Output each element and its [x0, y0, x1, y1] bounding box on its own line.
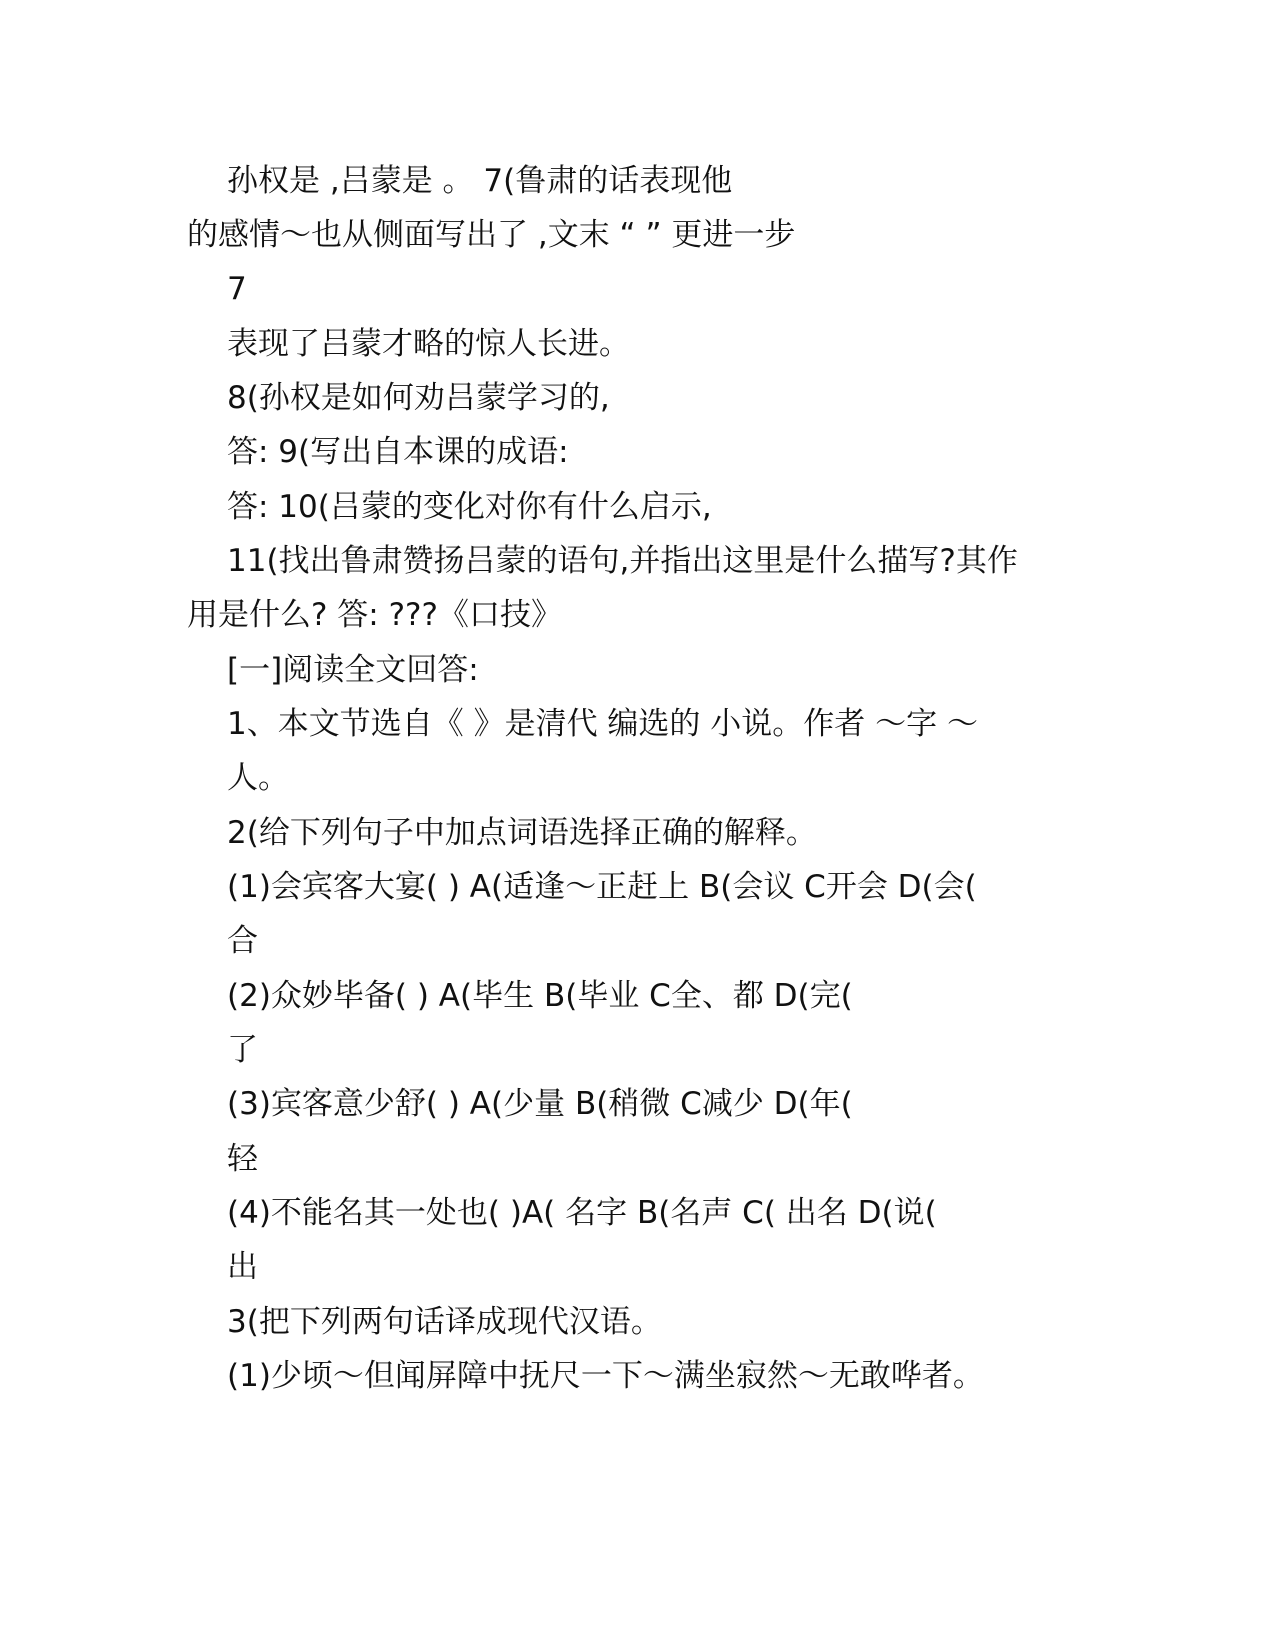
text-line: 人。 — [227, 760, 289, 796]
text-line: 答: 10(吕蒙的变化对你有什么启示, — [227, 489, 712, 525]
text-line: 合 — [227, 923, 258, 959]
text-line: [一]阅读全文回答: — [227, 652, 479, 688]
text-line: 用是什么? 答: ???《口技》 — [187, 597, 562, 633]
text-line: 孙权是 ,吕蒙是 。 7(鲁肃的话表现他 — [227, 163, 733, 199]
text-line: (4)不能名其一处也( )A( 名字 B(名声 C( 出名 D(说( — [227, 1195, 937, 1231]
text-line: 表现了吕蒙才略的惊人长进。 — [227, 326, 630, 362]
text-line: 出 — [227, 1249, 258, 1285]
text-line: 11(找出鲁肃赞扬吕蒙的语句,并指出这里是什么描写?其作 — [227, 543, 1018, 579]
text-line: 7 — [227, 271, 247, 307]
text-line: (3)宾客意少舒( ) A(少量 B(稍微 C减少 D(年( — [227, 1086, 853, 1122]
text-line: (1)少顷～但闻屏障中抚尺一下～满坐寂然～无敢哗者。 — [227, 1358, 984, 1394]
text-line: (2)众妙毕备( ) A(毕生 B(毕业 C全、都 D(完( — [227, 978, 853, 1014]
text-line: 3(把下列两句话译成现代汉语。 — [227, 1304, 662, 1340]
text-line: 轻 — [227, 1141, 258, 1177]
text-line: 2(给下列句子中加点词语选择正确的解释。 — [227, 815, 817, 851]
text-line: 的感情～也从侧面写出了 ,文末 “ ” 更进一步 — [187, 217, 796, 253]
text-line: 1、本文节选自《 》是清代 编选的 小说。作者 ～字 ～ — [227, 706, 978, 742]
text-line: 8(孙权是如何劝吕蒙学习的, — [227, 380, 610, 416]
text-line: (1)会宾客大宴( ) A(适逢～正赶上 B(会议 C开会 D(会( — [227, 869, 977, 905]
text-line: 了 — [227, 1032, 258, 1068]
text-line: 答: 9(写出自本课的成语: — [227, 434, 569, 470]
